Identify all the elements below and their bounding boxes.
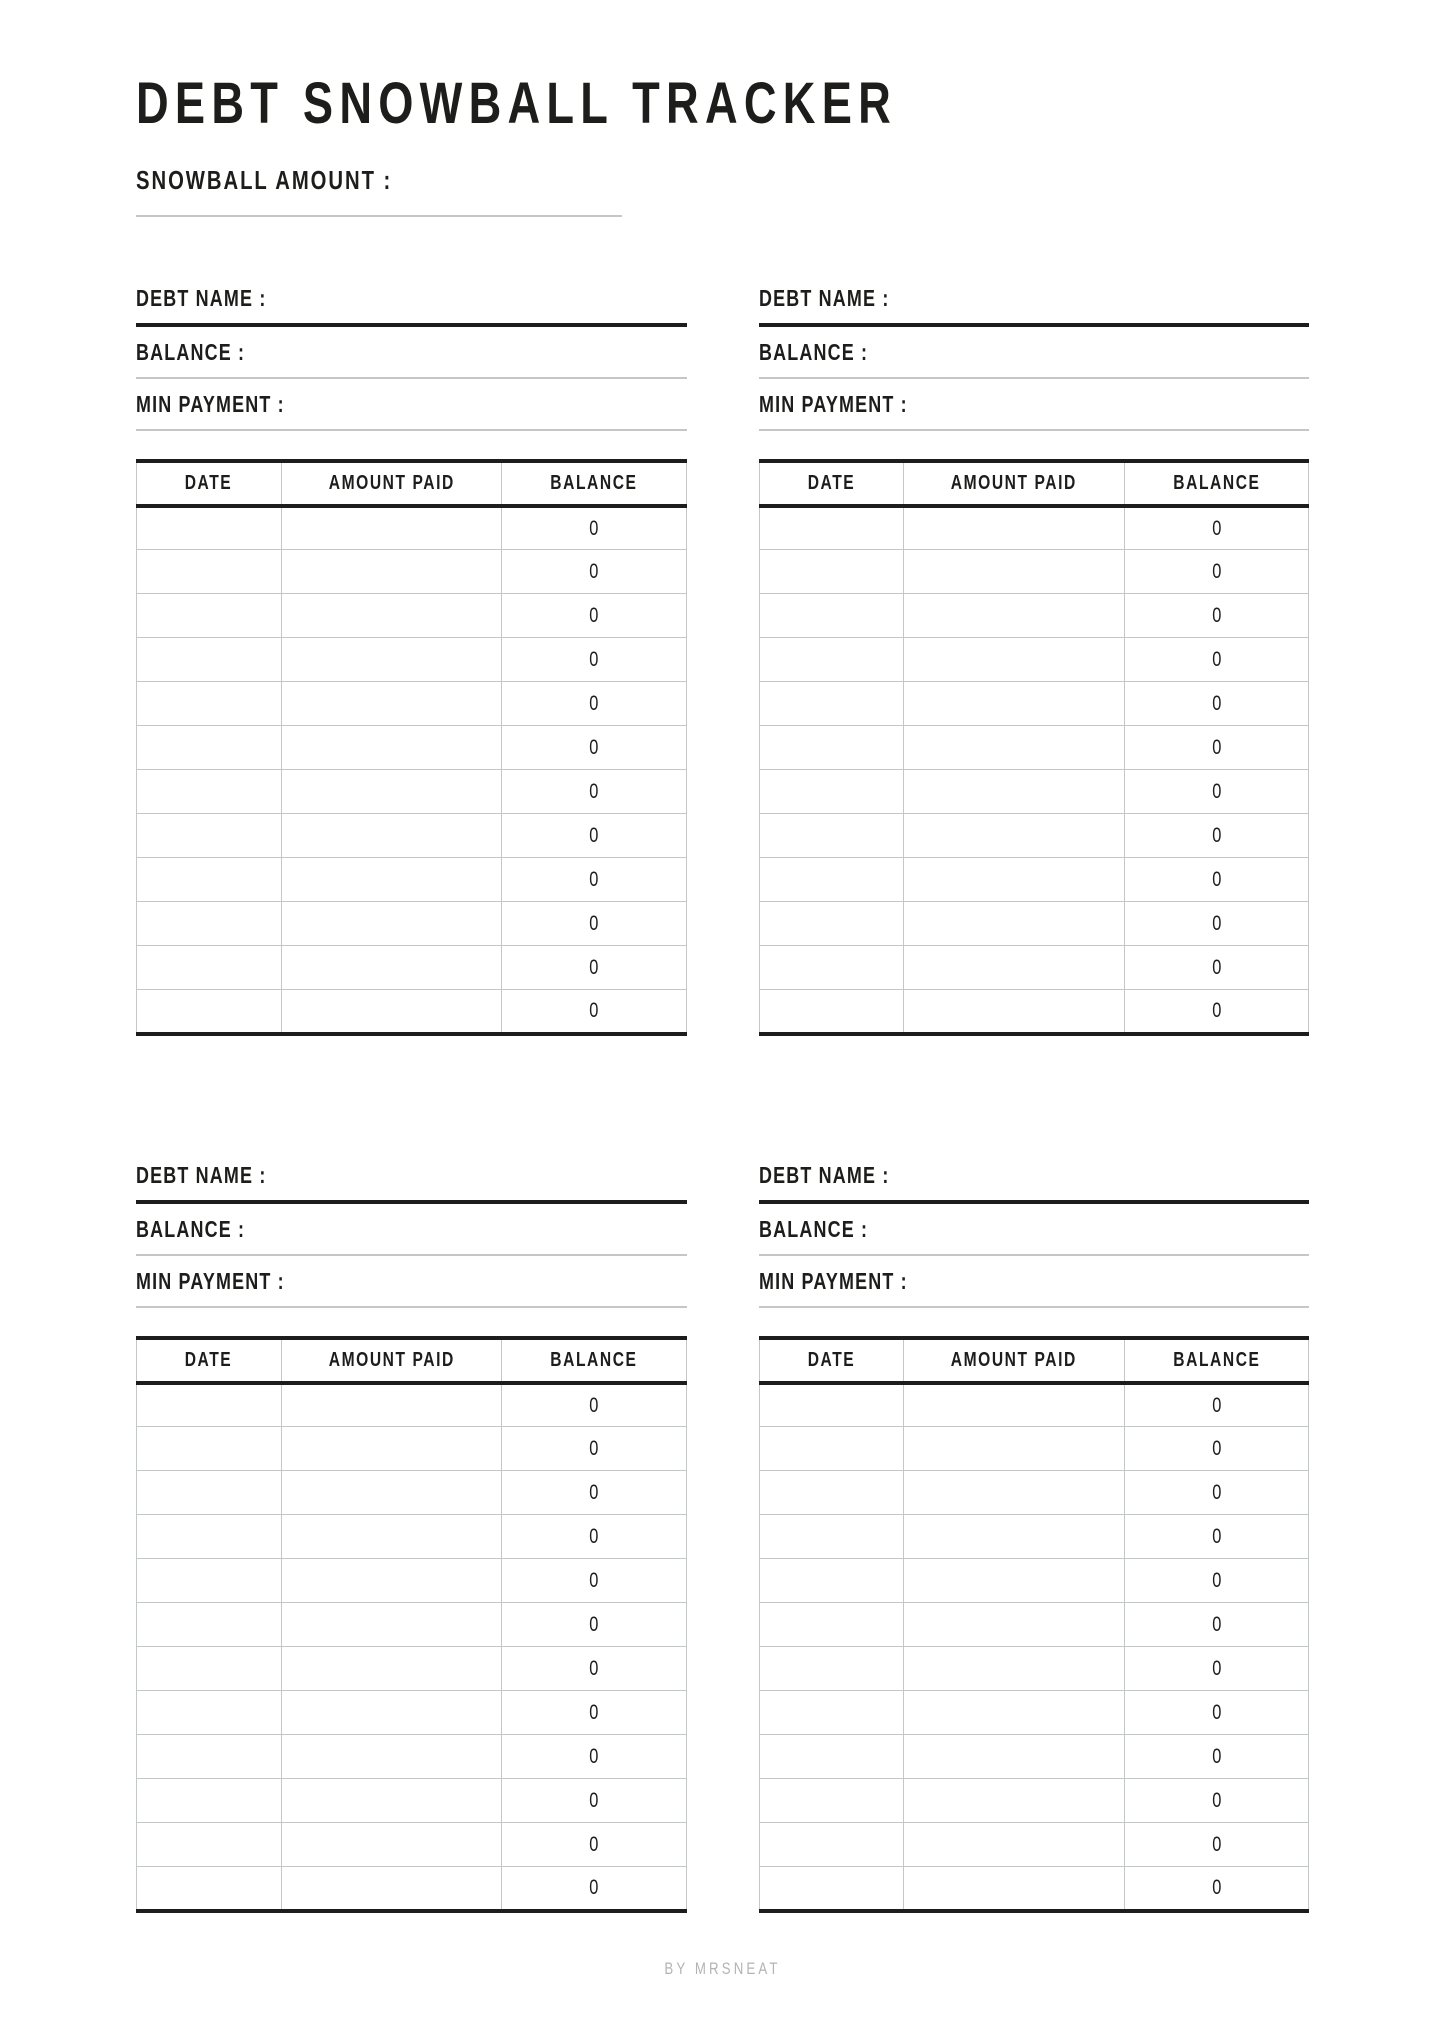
balance-cell: 0 <box>1124 506 1308 550</box>
balance-cell: 0 <box>502 1779 686 1823</box>
date-cell <box>137 770 282 814</box>
balance-cell: 0 <box>502 1647 686 1691</box>
amount-paid-cell <box>281 1647 502 1691</box>
min-payment-field <box>136 391 687 431</box>
footer-credit: BY MRSNEAT <box>664 1958 781 1978</box>
amount-paid-cell <box>904 506 1125 550</box>
min-payment-label: MIN PAYMENT : <box>758 1267 908 1294</box>
balance-cell: 0 <box>502 1735 686 1779</box>
table-row <box>759 990 1309 1034</box>
balance-cell: 0 <box>1124 770 1308 814</box>
date-cell <box>759 1647 904 1691</box>
balance-cell: 0 <box>1124 1735 1308 1779</box>
balance-cell: 0 <box>1124 858 1308 902</box>
table-row <box>759 1559 1309 1603</box>
date-cell <box>759 858 904 902</box>
column-header-balance: BALANCE <box>502 461 686 506</box>
table-row <box>759 902 1309 946</box>
column-header-amount-paid: AMOUNT PAID <box>281 1338 502 1383</box>
date-cell <box>137 1559 282 1603</box>
table-row <box>137 1691 687 1735</box>
snowball-amount-field <box>136 165 622 217</box>
column-header-amount-paid: AMOUNT PAID <box>904 1338 1125 1383</box>
date-cell <box>759 946 904 990</box>
table-row <box>759 638 1309 682</box>
amount-paid-cell <box>904 1515 1125 1559</box>
amount-paid-cell <box>281 858 502 902</box>
amount-paid-cell <box>281 550 502 594</box>
debt-name-field <box>136 1162 687 1204</box>
column-header-date: DATE <box>759 1338 904 1383</box>
balance-cell: 0 <box>1124 1823 1308 1867</box>
date-cell <box>137 682 282 726</box>
table-header-row <box>759 1338 1309 1383</box>
amount-paid-cell <box>904 638 1125 682</box>
debt-section-2 <box>759 285 1310 1036</box>
balance-cell: 0 <box>1124 990 1308 1034</box>
balance-cell: 0 <box>502 990 686 1034</box>
date-cell <box>137 1823 282 1867</box>
table-row <box>759 814 1309 858</box>
table-row <box>759 1647 1309 1691</box>
date-cell <box>137 506 282 550</box>
table-row <box>759 1471 1309 1515</box>
amount-paid-cell <box>904 1823 1125 1867</box>
debt-sections-row-1 <box>136 285 1309 1036</box>
balance-cell: 0 <box>1124 1383 1308 1427</box>
balance-cell: 0 <box>502 946 686 990</box>
table-header-row <box>759 461 1309 506</box>
balance-cell: 0 <box>502 770 686 814</box>
date-cell <box>759 550 904 594</box>
balance-cell: 0 <box>502 1559 686 1603</box>
min-payment-label: MIN PAYMENT : <box>758 390 908 417</box>
table-row <box>759 1603 1309 1647</box>
column-header-balance: BALANCE <box>502 1338 686 1383</box>
balance-label: BALANCE : <box>758 338 868 365</box>
table-row <box>137 902 687 946</box>
date-cell <box>759 1559 904 1603</box>
date-cell <box>137 858 282 902</box>
balance-cell: 0 <box>1124 946 1308 990</box>
amount-paid-cell <box>904 726 1125 770</box>
amount-paid-cell <box>904 1383 1125 1427</box>
balance-cell: 0 <box>502 1691 686 1735</box>
table-row <box>759 1427 1309 1471</box>
table-row <box>137 1515 687 1559</box>
column-header-date: DATE <box>137 1338 282 1383</box>
table-row <box>759 1823 1309 1867</box>
date-cell <box>759 1823 904 1867</box>
column-header-balance: BALANCE <box>1124 1338 1308 1383</box>
amount-paid-cell <box>281 1471 502 1515</box>
date-cell <box>137 990 282 1034</box>
payment-table-2 <box>759 459 1310 1036</box>
column-header-date: DATE <box>137 461 282 506</box>
balance-cell: 0 <box>1124 902 1308 946</box>
table-row <box>137 1427 687 1471</box>
balance-cell: 0 <box>502 506 686 550</box>
payment-table-body <box>137 1383 687 1911</box>
date-cell <box>137 1779 282 1823</box>
debt-name-field <box>759 1162 1310 1204</box>
balance-cell: 0 <box>1124 1559 1308 1603</box>
date-cell <box>137 638 282 682</box>
table-row <box>137 506 687 550</box>
table-row <box>137 1735 687 1779</box>
amount-paid-cell <box>904 814 1125 858</box>
debt-name-label: DEBT NAME : <box>758 1161 889 1188</box>
debt-name-label: DEBT NAME : <box>136 284 267 311</box>
column-header-amount-paid: AMOUNT PAID <box>281 461 502 506</box>
debt-name-label: DEBT NAME : <box>136 1161 267 1188</box>
table-row <box>759 1515 1309 1559</box>
balance-cell: 0 <box>502 1867 686 1911</box>
balance-label: BALANCE : <box>758 1215 868 1242</box>
date-cell <box>759 902 904 946</box>
date-cell <box>759 1383 904 1427</box>
table-row <box>137 550 687 594</box>
balance-cell: 0 <box>1124 1603 1308 1647</box>
amount-paid-cell <box>904 594 1125 638</box>
amount-paid-cell <box>281 1735 502 1779</box>
date-cell <box>137 1515 282 1559</box>
amount-paid-cell <box>904 1471 1125 1515</box>
amount-paid-cell <box>281 1515 502 1559</box>
table-row <box>759 594 1309 638</box>
table-row <box>137 1823 687 1867</box>
balance-cell: 0 <box>502 858 686 902</box>
balance-cell: 0 <box>1124 594 1308 638</box>
table-row <box>137 770 687 814</box>
balance-cell: 0 <box>502 1823 686 1867</box>
balance-cell: 0 <box>502 594 686 638</box>
table-row <box>137 638 687 682</box>
date-cell <box>759 1691 904 1735</box>
page-title: DEBT SNOWBALL TRACKER <box>136 71 898 136</box>
balance-cell: 0 <box>1124 682 1308 726</box>
table-row <box>137 814 687 858</box>
balance-cell: 0 <box>1124 1471 1308 1515</box>
balance-field <box>759 1216 1310 1256</box>
amount-paid-cell <box>904 902 1125 946</box>
balance-cell: 0 <box>1124 1691 1308 1735</box>
amount-paid-cell <box>281 902 502 946</box>
date-cell <box>137 946 282 990</box>
debt-section-3 <box>136 1162 687 1913</box>
date-cell <box>759 814 904 858</box>
date-cell <box>759 726 904 770</box>
table-row <box>137 726 687 770</box>
table-row <box>137 1867 687 1911</box>
balance-field <box>136 1216 687 1256</box>
amount-paid-cell <box>904 770 1125 814</box>
balance-cell: 0 <box>502 814 686 858</box>
amount-paid-cell <box>281 1691 502 1735</box>
balance-cell: 0 <box>1124 1427 1308 1471</box>
payment-table-body <box>137 506 687 1034</box>
balance-cell: 0 <box>1124 814 1308 858</box>
min-payment-field <box>759 1268 1310 1308</box>
balance-label: BALANCE : <box>136 1215 246 1242</box>
min-payment-field <box>136 1268 687 1308</box>
table-row <box>759 770 1309 814</box>
table-row <box>759 1383 1309 1427</box>
amount-paid-cell <box>281 1383 502 1427</box>
date-cell <box>137 726 282 770</box>
payment-table-body <box>759 1383 1309 1911</box>
table-row <box>137 1603 687 1647</box>
amount-paid-cell <box>281 814 502 858</box>
balance-cell: 0 <box>502 682 686 726</box>
amount-paid-cell <box>281 1559 502 1603</box>
date-cell <box>137 1383 282 1427</box>
table-header-row <box>137 1338 687 1383</box>
balance-cell: 0 <box>502 902 686 946</box>
date-cell <box>759 638 904 682</box>
date-cell <box>759 1471 904 1515</box>
snowball-amount-label: SNOWBALL AMOUNT : <box>136 164 393 195</box>
date-cell <box>137 594 282 638</box>
amount-paid-cell <box>904 1647 1125 1691</box>
date-cell <box>137 1691 282 1735</box>
table-row <box>137 1647 687 1691</box>
amount-paid-cell <box>281 990 502 1034</box>
date-cell <box>759 506 904 550</box>
table-row <box>137 858 687 902</box>
table-row <box>759 726 1309 770</box>
date-cell <box>137 814 282 858</box>
date-cell <box>137 1867 282 1911</box>
balance-cell: 0 <box>1124 638 1308 682</box>
amount-paid-cell <box>281 594 502 638</box>
amount-paid-cell <box>904 550 1125 594</box>
table-row <box>759 1735 1309 1779</box>
amount-paid-cell <box>904 1779 1125 1823</box>
balance-field <box>136 339 687 379</box>
balance-cell: 0 <box>502 550 686 594</box>
balance-cell: 0 <box>502 1603 686 1647</box>
amount-paid-cell <box>904 858 1125 902</box>
date-cell <box>759 990 904 1034</box>
amount-paid-cell <box>904 1735 1125 1779</box>
amount-paid-cell <box>281 946 502 990</box>
amount-paid-cell <box>281 770 502 814</box>
balance-field <box>759 339 1310 379</box>
date-cell <box>759 1603 904 1647</box>
table-row <box>137 990 687 1034</box>
table-row <box>759 858 1309 902</box>
payment-table-4 <box>759 1336 1310 1913</box>
debt-name-label: DEBT NAME : <box>758 284 889 311</box>
debt-section-4 <box>759 1162 1310 1913</box>
table-row <box>759 946 1309 990</box>
column-header-balance: BALANCE <box>1124 461 1308 506</box>
balance-cell: 0 <box>1124 550 1308 594</box>
debt-section-1 <box>136 285 687 1036</box>
amount-paid-cell <box>904 682 1125 726</box>
amount-paid-cell <box>281 1823 502 1867</box>
balance-cell: 0 <box>1124 1515 1308 1559</box>
amount-paid-cell <box>281 726 502 770</box>
amount-paid-cell <box>904 1867 1125 1911</box>
date-cell <box>759 770 904 814</box>
date-cell <box>137 1427 282 1471</box>
table-row <box>759 682 1309 726</box>
column-header-date: DATE <box>759 461 904 506</box>
debt-name-field <box>136 285 687 327</box>
amount-paid-cell <box>904 1427 1125 1471</box>
column-header-amount-paid: AMOUNT PAID <box>904 461 1125 506</box>
balance-cell: 0 <box>502 1515 686 1559</box>
amount-paid-cell <box>281 1779 502 1823</box>
balance-label: BALANCE : <box>136 338 246 365</box>
table-row <box>759 506 1309 550</box>
table-row <box>137 1471 687 1515</box>
amount-paid-cell <box>904 990 1125 1034</box>
amount-paid-cell <box>281 1603 502 1647</box>
debt-sections-row-2 <box>136 1162 1309 1913</box>
table-row <box>137 1559 687 1603</box>
min-payment-label: MIN PAYMENT : <box>136 390 285 417</box>
table-row <box>759 550 1309 594</box>
amount-paid-cell <box>904 946 1125 990</box>
table-row <box>759 1779 1309 1823</box>
payment-table-3 <box>136 1336 687 1913</box>
table-row <box>759 1691 1309 1735</box>
date-cell <box>759 594 904 638</box>
date-cell <box>137 902 282 946</box>
table-row <box>137 682 687 726</box>
payment-table-1 <box>136 459 687 1036</box>
table-row <box>759 1867 1309 1911</box>
debt-name-field <box>759 285 1310 327</box>
table-row <box>137 1383 687 1427</box>
table-header-row <box>137 461 687 506</box>
date-cell <box>137 1471 282 1515</box>
date-cell <box>759 1515 904 1559</box>
date-cell <box>759 1427 904 1471</box>
date-cell <box>759 1867 904 1911</box>
balance-cell: 0 <box>502 1383 686 1427</box>
balance-cell: 0 <box>1124 726 1308 770</box>
balance-cell: 0 <box>1124 1867 1308 1911</box>
table-row <box>137 1779 687 1823</box>
date-cell <box>759 682 904 726</box>
amount-paid-cell <box>281 1427 502 1471</box>
amount-paid-cell <box>281 682 502 726</box>
date-cell <box>759 1779 904 1823</box>
date-cell <box>137 1603 282 1647</box>
balance-cell: 0 <box>502 726 686 770</box>
min-payment-field <box>759 391 1310 431</box>
amount-paid-cell <box>904 1559 1125 1603</box>
amount-paid-cell <box>281 1867 502 1911</box>
date-cell <box>759 1735 904 1779</box>
table-row <box>137 594 687 638</box>
date-cell <box>137 1735 282 1779</box>
amount-paid-cell <box>904 1603 1125 1647</box>
amount-paid-cell <box>904 1691 1125 1735</box>
amount-paid-cell <box>281 506 502 550</box>
balance-cell: 0 <box>1124 1647 1308 1691</box>
payment-table-body <box>759 506 1309 1034</box>
date-cell <box>137 550 282 594</box>
amount-paid-cell <box>281 638 502 682</box>
balance-cell: 0 <box>502 1471 686 1515</box>
balance-cell: 0 <box>502 638 686 682</box>
date-cell <box>137 1647 282 1691</box>
min-payment-label: MIN PAYMENT : <box>136 1267 285 1294</box>
balance-cell: 0 <box>502 1427 686 1471</box>
balance-cell: 0 <box>1124 1779 1308 1823</box>
table-row <box>137 946 687 990</box>
